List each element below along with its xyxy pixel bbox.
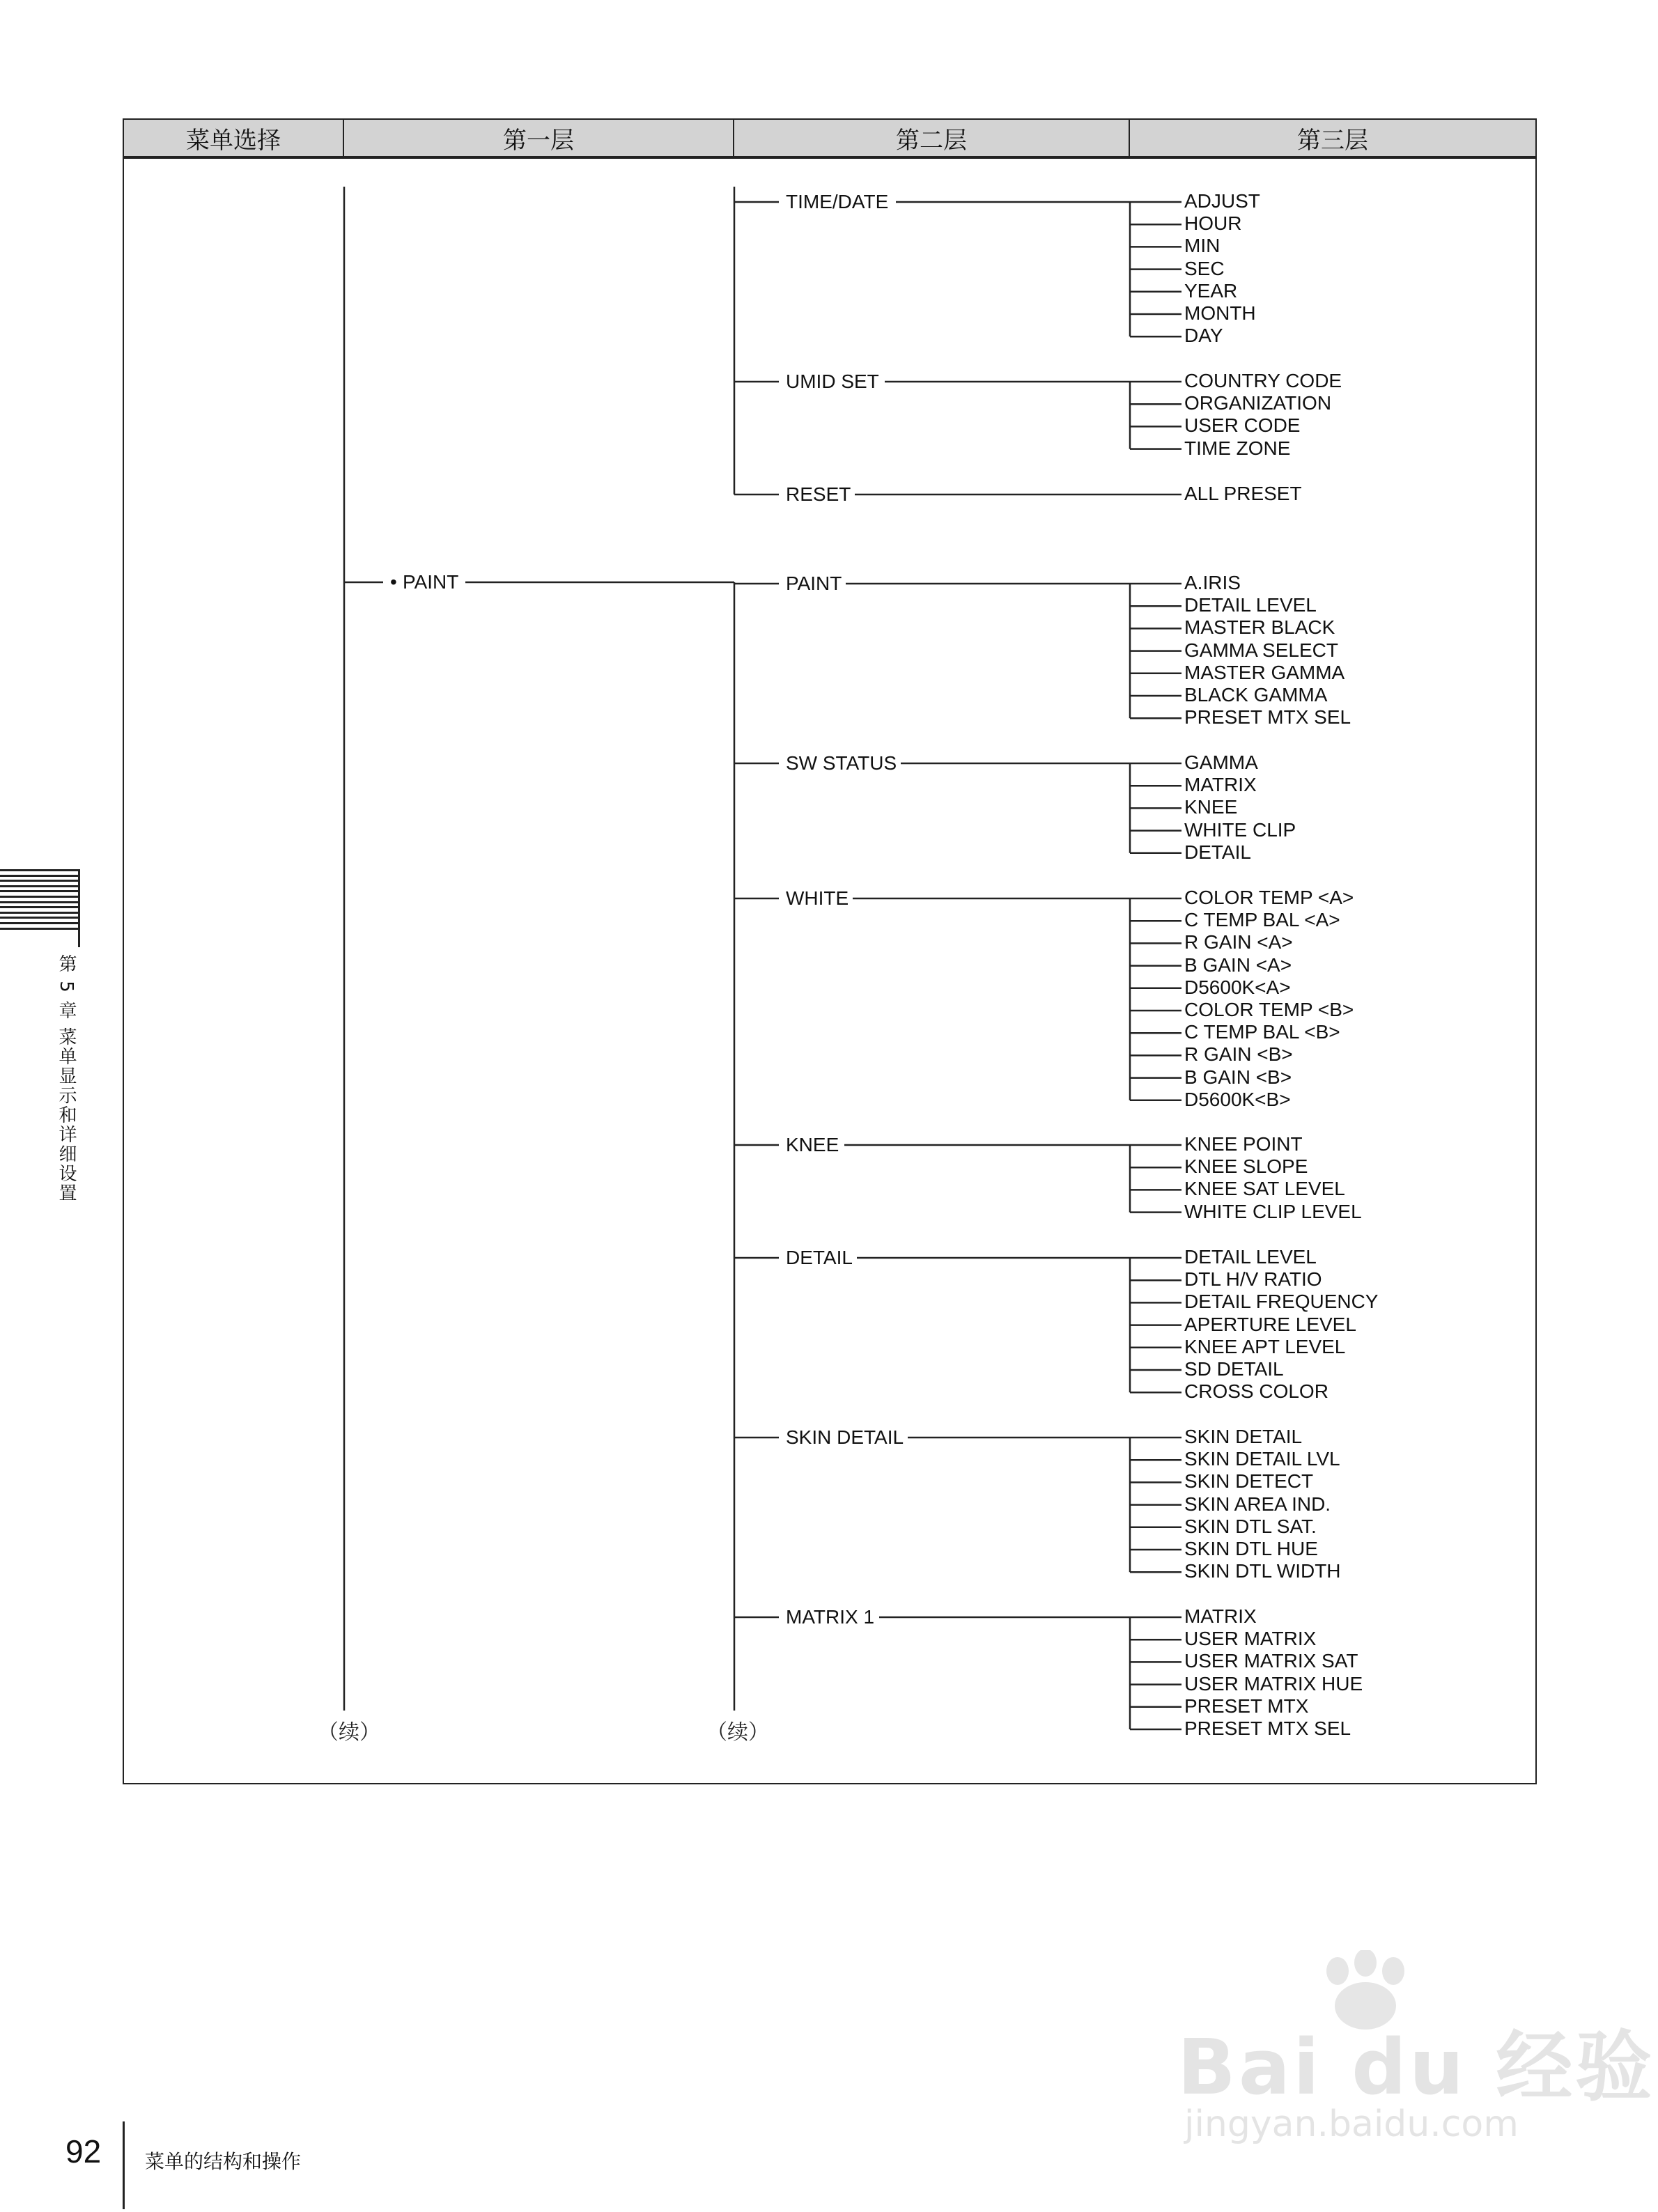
chapter-tab-stripe	[0, 869, 78, 871]
chapter-tab-edge	[78, 869, 80, 947]
header-menu-select: 菜单选择	[124, 120, 344, 159]
layer2-item-skin-detail: SKIN DETAIL	[782, 1426, 908, 1449]
chapter-tab-stripe	[0, 928, 78, 930]
layer3-item: SKIN AREA IND.	[1184, 1493, 1331, 1515]
layer2-item-white: WHITE	[782, 887, 853, 910]
layer3-item: USER MATRIX	[1184, 1628, 1317, 1650]
layer3-item: D5600K<A>	[1184, 976, 1291, 998]
layer3-item: GAMMA	[1184, 751, 1258, 773]
layer3-item: SKIN DTL WIDTH	[1184, 1560, 1341, 1582]
layer3-item: ADJUST	[1184, 190, 1260, 212]
layer3-item: SKIN DTL SAT.	[1184, 1515, 1317, 1537]
chapter-tab-stripe	[0, 875, 78, 877]
layer2-item-umid-set: UMID SET	[782, 371, 883, 393]
layer3-item: SKIN DTL HUE	[1184, 1538, 1318, 1559]
layer3-item: DETAIL LEVEL	[1184, 594, 1317, 616]
layer3-item: WHITE CLIP LEVEL	[1184, 1200, 1362, 1222]
layer3-item: A.IRIS	[1184, 572, 1241, 593]
layer3-item: C TEMP BAL <B>	[1184, 1021, 1340, 1043]
layer3-item: MASTER GAMMA	[1184, 661, 1345, 683]
layer3-item: KNEE APT LEVEL	[1184, 1335, 1346, 1357]
layer3-item: SKIN DETAIL	[1184, 1426, 1303, 1447]
layer3-item: MIN	[1184, 235, 1221, 257]
layer3-item: USER CODE	[1184, 414, 1301, 437]
layer3-item: TIME ZONE	[1184, 437, 1291, 459]
layer1-item-paint: PAINT	[403, 571, 463, 593]
layer3-item: HOUR	[1184, 212, 1242, 235]
layer3-item: D5600K<B>	[1184, 1088, 1291, 1110]
layer3-item: KNEE	[1184, 796, 1238, 818]
layer3-item: DETAIL FREQUENCY	[1184, 1291, 1379, 1313]
layer3-item: COLOR TEMP <B>	[1184, 999, 1354, 1020]
layer3-item: DETAIL LEVEL	[1184, 1246, 1317, 1268]
layer3-item: COLOR TEMP <A>	[1184, 887, 1354, 908]
layer2-item-sw-status: SW STATUS	[782, 752, 901, 774]
layer2-item-knee: KNEE	[782, 1134, 843, 1156]
layer3-item: MASTER BLACK	[1184, 616, 1335, 639]
layer2-item-detail: DETAIL	[782, 1247, 857, 1269]
layer3-item: KNEE SLOPE	[1184, 1155, 1308, 1178]
layer3-item: ORGANIZATION	[1184, 392, 1332, 414]
layer3-item: DETAIL	[1184, 841, 1251, 863]
section-title: 菜单的结构和操作	[145, 2150, 302, 2173]
layer3-item: DTL H/V RATIO	[1184, 1268, 1322, 1291]
layer3-item: SKIN DETECT	[1184, 1470, 1314, 1493]
layer3-item: MATRIX	[1184, 774, 1257, 796]
layer3-item: SKIN DETAIL LVL	[1184, 1448, 1340, 1470]
layer3-item: DAY	[1184, 325, 1223, 347]
layer3-item: C TEMP BAL <A>	[1184, 909, 1340, 931]
layer3-item: WHITE CLIP	[1184, 818, 1296, 841]
layer3-item: USER MATRIX SAT	[1184, 1650, 1358, 1672]
layer2-item-paint: PAINT	[782, 573, 846, 595]
chapter-tab-stripe	[0, 917, 78, 919]
chapter-tab-stripe	[0, 901, 78, 903]
chapter-tab-stripe	[0, 880, 78, 882]
chapter-side-label: 第 5 章 菜单显示和详细设置	[56, 954, 77, 1204]
footer-divider	[123, 2121, 125, 2209]
layer3-item: PRESET MTX SEL	[1184, 706, 1351, 729]
layer3-item: SEC	[1184, 257, 1225, 279]
layer3-item: B GAIN <B>	[1184, 1066, 1292, 1088]
layer3-item: CROSS COLOR	[1184, 1380, 1328, 1403]
layer2-item-matrix-1: MATRIX 1	[782, 1606, 878, 1628]
layer3-item: USER MATRIX HUE	[1184, 1672, 1363, 1695]
layer3-item: R GAIN <A>	[1184, 931, 1293, 953]
chapter-tab-stripe	[0, 890, 78, 892]
chapter-tab-stripe	[0, 922, 78, 924]
header-layer-1: 第一层	[344, 120, 734, 159]
layer3-item: YEAR	[1184, 279, 1238, 302]
layer3-item: KNEE SAT LEVEL	[1184, 1178, 1345, 1200]
layer3-item: MATRIX	[1184, 1605, 1257, 1627]
layer3-item: B GAIN <A>	[1184, 953, 1292, 976]
layer3-item: ALL PRESET	[1184, 483, 1302, 504]
watermark-brand: Bai du 经验	[1177, 2023, 1655, 2112]
continued-mark-layer2: （续）	[706, 1720, 769, 1745]
page-number: 92	[65, 2133, 102, 2170]
chapter-tab-stripe	[0, 885, 78, 887]
layer1-bullet: •	[386, 571, 401, 593]
layer3-item: BLACK GAMMA	[1184, 684, 1328, 706]
chapter-tab-stripe	[0, 912, 78, 914]
chapter-tab-stripe	[0, 896, 78, 898]
layer2-item-reset: RESET	[782, 483, 855, 506]
layer3-item: GAMMA SELECT	[1184, 639, 1338, 661]
layer3-item: PRESET MTX SEL	[1184, 1718, 1351, 1739]
layer3-item: R GAIN <B>	[1184, 1043, 1293, 1066]
header-layer-3: 第三层	[1130, 120, 1535, 159]
layer3-item: KNEE POINT	[1184, 1133, 1303, 1155]
layer2-item-time-date: TIME/DATE	[782, 191, 892, 213]
layer3-item: COUNTRY CODE	[1184, 370, 1342, 391]
watermark-url: jingyan.baidu.com	[1184, 2103, 1519, 2145]
chapter-tab-stripe	[0, 906, 78, 908]
layer3-item: MONTH	[1184, 302, 1256, 324]
layer3-item: SD DETAIL	[1184, 1358, 1284, 1380]
layer3-item: APERTURE LEVEL	[1184, 1313, 1356, 1335]
header-layer-2: 第二层	[734, 120, 1130, 159]
layer3-item: PRESET MTX	[1184, 1695, 1309, 1717]
continued-mark-layer1: （续）	[318, 1720, 380, 1745]
